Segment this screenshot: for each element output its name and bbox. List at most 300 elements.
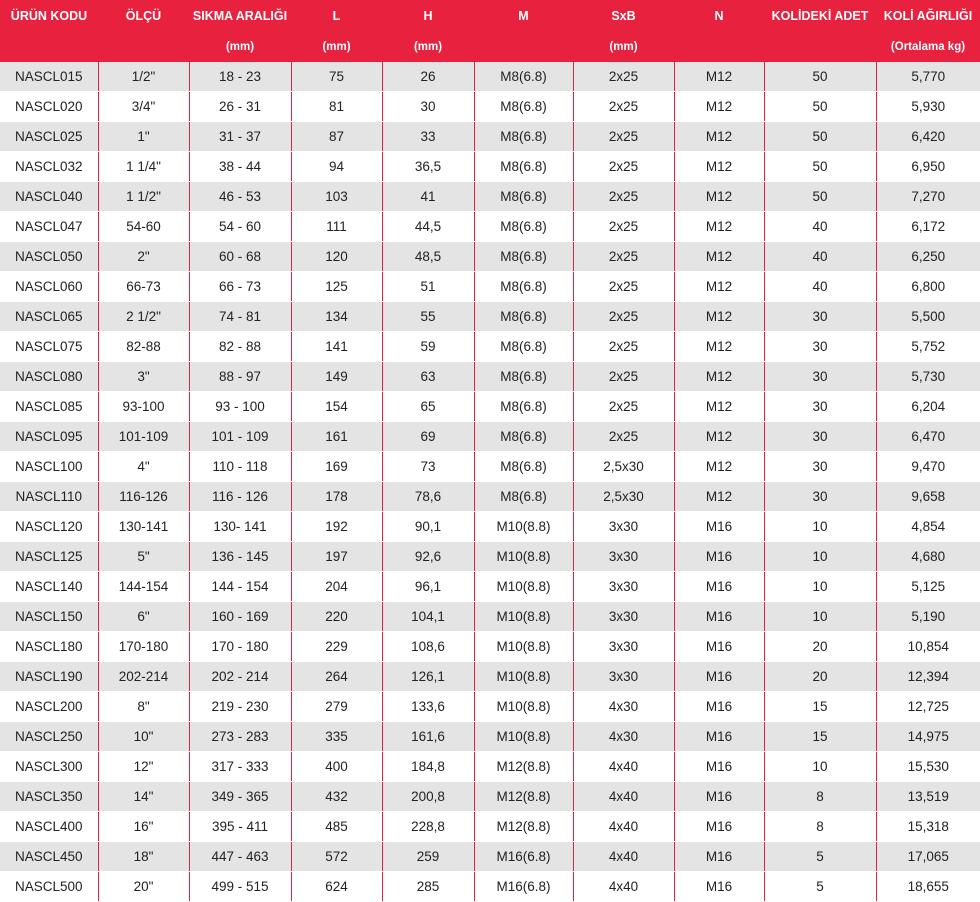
cell-product-code: NASCL150 bbox=[0, 602, 98, 632]
cell-clamping-range: 31 - 37 bbox=[189, 122, 291, 152]
cell-clamping-range: 46 - 53 bbox=[189, 182, 291, 212]
cell-l: 335 bbox=[291, 722, 382, 752]
unit-m bbox=[474, 32, 573, 62]
cell-product-code: NASCL080 bbox=[0, 362, 98, 392]
unit-sxb: (mm) bbox=[573, 32, 674, 62]
cell-box-quantity: 50 bbox=[764, 92, 876, 122]
cell-box-quantity: 20 bbox=[764, 632, 876, 662]
cell-l: 141 bbox=[291, 332, 382, 362]
cell-m: M10(8.8) bbox=[474, 572, 573, 602]
cell-sxb: 3x30 bbox=[573, 542, 674, 572]
header-sxb: SxB bbox=[573, 0, 674, 32]
table-row bbox=[0, 722, 980, 752]
cell-h: 30 bbox=[382, 92, 474, 122]
cell-h: 65 bbox=[382, 392, 474, 422]
cell-size: 1" bbox=[98, 122, 189, 152]
table-row bbox=[0, 512, 980, 542]
cell-n: M16 bbox=[674, 602, 764, 632]
table-row bbox=[0, 542, 980, 572]
cell-size: 18" bbox=[98, 842, 189, 872]
cell-m: M8(6.8) bbox=[474, 452, 573, 482]
cell-clamping-range: 395 - 411 bbox=[189, 812, 291, 842]
cell-box-quantity: 8 bbox=[764, 812, 876, 842]
cell-clamping-range: 160 - 169 bbox=[189, 602, 291, 632]
cell-size: 101-109 bbox=[98, 422, 189, 452]
cell-m: M10(8.8) bbox=[474, 602, 573, 632]
cell-box-quantity: 40 bbox=[764, 242, 876, 272]
cell-box-quantity: 30 bbox=[764, 422, 876, 452]
cell-m: M12(8.8) bbox=[474, 782, 573, 812]
cell-box-quantity: 5 bbox=[764, 842, 876, 872]
unit-h: (mm) bbox=[382, 32, 474, 62]
cell-n: M16 bbox=[674, 632, 764, 662]
cell-h: 73 bbox=[382, 452, 474, 482]
cell-product-code: NASCL110 bbox=[0, 482, 98, 512]
cell-size: 14" bbox=[98, 782, 189, 812]
cell-m: M8(6.8) bbox=[474, 242, 573, 272]
cell-l: 169 bbox=[291, 452, 382, 482]
cell-n: M16 bbox=[674, 572, 764, 602]
cell-n: M12 bbox=[674, 182, 764, 212]
cell-l: 103 bbox=[291, 182, 382, 212]
cell-clamping-range: 93 - 100 bbox=[189, 392, 291, 422]
cell-sxb: 4x40 bbox=[573, 752, 674, 782]
cell-h: 26 bbox=[382, 62, 474, 92]
cell-box-quantity: 30 bbox=[764, 392, 876, 422]
cell-sxb: 2x25 bbox=[573, 92, 674, 122]
cell-product-code: NASCL250 bbox=[0, 722, 98, 752]
cell-product-code: NASCL020 bbox=[0, 92, 98, 122]
cell-box-quantity: 30 bbox=[764, 302, 876, 332]
header-size: ÖLÇÜ bbox=[98, 0, 189, 32]
cell-h: 48,5 bbox=[382, 242, 474, 272]
cell-m: M12(8.8) bbox=[474, 812, 573, 842]
cell-box-quantity: 8 bbox=[764, 782, 876, 812]
cell-n: M12 bbox=[674, 92, 764, 122]
unit-box-quantity bbox=[764, 32, 876, 62]
cell-box-quantity: 30 bbox=[764, 362, 876, 392]
cell-sxb: 4x30 bbox=[573, 722, 674, 752]
cell-m: M8(6.8) bbox=[474, 422, 573, 452]
cell-h: 63 bbox=[382, 362, 474, 392]
cell-l: 624 bbox=[291, 872, 382, 902]
cell-h: 126,1 bbox=[382, 662, 474, 692]
cell-n: M16 bbox=[674, 842, 764, 872]
cell-clamping-range: 349 - 365 bbox=[189, 782, 291, 812]
table-row bbox=[0, 212, 980, 242]
table-row bbox=[0, 92, 980, 122]
cell-sxb: 3x30 bbox=[573, 632, 674, 662]
cell-m: M8(6.8) bbox=[474, 212, 573, 242]
cell-sxb: 4x40 bbox=[573, 782, 674, 812]
cell-sxb: 2x25 bbox=[573, 122, 674, 152]
cell-box-quantity: 5 bbox=[764, 872, 876, 902]
cell-clamping-range: 26 - 31 bbox=[189, 92, 291, 122]
cell-sxb: 4x40 bbox=[573, 842, 674, 872]
cell-box-quantity: 30 bbox=[764, 482, 876, 512]
cell-box-weight: 14,975 bbox=[876, 722, 980, 752]
cell-product-code: NASCL120 bbox=[0, 512, 98, 542]
cell-box-quantity: 15 bbox=[764, 722, 876, 752]
cell-size: 10" bbox=[98, 722, 189, 752]
table-row bbox=[0, 752, 980, 782]
cell-box-quantity: 50 bbox=[764, 152, 876, 182]
cell-n: M12 bbox=[674, 392, 764, 422]
unit-clamping-range: (mm) bbox=[189, 32, 291, 62]
cell-l: 134 bbox=[291, 302, 382, 332]
cell-size: 3" bbox=[98, 362, 189, 392]
cell-clamping-range: 110 - 118 bbox=[189, 452, 291, 482]
cell-size: 130-141 bbox=[98, 512, 189, 542]
cell-h: 51 bbox=[382, 272, 474, 302]
cell-box-weight: 15,530 bbox=[876, 752, 980, 782]
header-h: H bbox=[382, 0, 474, 32]
cell-sxb: 2,5x30 bbox=[573, 452, 674, 482]
cell-m: M8(6.8) bbox=[474, 182, 573, 212]
cell-clamping-range: 74 - 81 bbox=[189, 302, 291, 332]
cell-product-code: NASCL040 bbox=[0, 182, 98, 212]
cell-box-weight: 5,770 bbox=[876, 62, 980, 92]
cell-m: M8(6.8) bbox=[474, 122, 573, 152]
cell-product-code: NASCL025 bbox=[0, 122, 98, 152]
cell-size: 2" bbox=[98, 242, 189, 272]
cell-box-weight: 6,950 bbox=[876, 152, 980, 182]
cell-m: M8(6.8) bbox=[474, 332, 573, 362]
cell-n: M16 bbox=[674, 722, 764, 752]
cell-l: 75 bbox=[291, 62, 382, 92]
cell-product-code: NASCL350 bbox=[0, 782, 98, 812]
cell-m: M10(8.8) bbox=[474, 722, 573, 752]
cell-product-code: NASCL450 bbox=[0, 842, 98, 872]
cell-sxb: 2x25 bbox=[573, 362, 674, 392]
unit-product-code bbox=[0, 32, 98, 62]
cell-product-code: NASCL032 bbox=[0, 152, 98, 182]
cell-size: 144-154 bbox=[98, 572, 189, 602]
cell-n: M12 bbox=[674, 482, 764, 512]
cell-size: 2 1/2" bbox=[98, 302, 189, 332]
cell-size: 82-88 bbox=[98, 332, 189, 362]
cell-box-quantity: 50 bbox=[764, 62, 876, 92]
cell-l: 87 bbox=[291, 122, 382, 152]
cell-l: 192 bbox=[291, 512, 382, 542]
cell-box-quantity: 40 bbox=[764, 272, 876, 302]
cell-h: 69 bbox=[382, 422, 474, 452]
cell-n: M12 bbox=[674, 452, 764, 482]
cell-l: 94 bbox=[291, 152, 382, 182]
cell-l: 485 bbox=[291, 812, 382, 842]
cell-m: M8(6.8) bbox=[474, 482, 573, 512]
cell-sxb: 2x25 bbox=[573, 302, 674, 332]
cell-box-quantity: 10 bbox=[764, 602, 876, 632]
table-row bbox=[0, 602, 980, 632]
cell-n: M16 bbox=[674, 752, 764, 782]
cell-sxb: 2,5x30 bbox=[573, 482, 674, 512]
cell-size: 4" bbox=[98, 452, 189, 482]
cell-l: 161 bbox=[291, 422, 382, 452]
cell-size: 1/2" bbox=[98, 62, 189, 92]
cell-product-code: NASCL085 bbox=[0, 392, 98, 422]
cell-product-code: NASCL180 bbox=[0, 632, 98, 662]
cell-n: M12 bbox=[674, 272, 764, 302]
cell-box-weight: 5,730 bbox=[876, 362, 980, 392]
cell-size: 16" bbox=[98, 812, 189, 842]
cell-h: 90,1 bbox=[382, 512, 474, 542]
cell-l: 154 bbox=[291, 392, 382, 422]
header-n: N bbox=[674, 0, 764, 32]
table-row bbox=[0, 452, 980, 482]
cell-size: 1 1/4" bbox=[98, 152, 189, 182]
cell-product-code: NASCL125 bbox=[0, 542, 98, 572]
cell-size: 3/4" bbox=[98, 92, 189, 122]
cell-clamping-range: 136 - 145 bbox=[189, 542, 291, 572]
cell-n: M12 bbox=[674, 152, 764, 182]
header-box-weight: KOLİ AĞIRLIĞI bbox=[876, 0, 980, 32]
cell-clamping-range: 447 - 463 bbox=[189, 842, 291, 872]
cell-product-code: NASCL060 bbox=[0, 272, 98, 302]
cell-clamping-range: 82 - 88 bbox=[189, 332, 291, 362]
cell-l: 149 bbox=[291, 362, 382, 392]
table-row bbox=[0, 392, 980, 422]
cell-h: 133,6 bbox=[382, 692, 474, 722]
cell-clamping-range: 18 - 23 bbox=[189, 62, 291, 92]
cell-size: 54-60 bbox=[98, 212, 189, 242]
cell-n: M16 bbox=[674, 662, 764, 692]
cell-clamping-range: 130- 141 bbox=[189, 512, 291, 542]
cell-m: M8(6.8) bbox=[474, 302, 573, 332]
cell-m: M8(6.8) bbox=[474, 152, 573, 182]
cell-size: 202-214 bbox=[98, 662, 189, 692]
cell-box-quantity: 10 bbox=[764, 572, 876, 602]
cell-box-weight: 7,270 bbox=[876, 182, 980, 212]
cell-m: M8(6.8) bbox=[474, 92, 573, 122]
cell-h: 104,1 bbox=[382, 602, 474, 632]
cell-product-code: NASCL190 bbox=[0, 662, 98, 692]
cell-n: M16 bbox=[674, 872, 764, 902]
cell-box-weight: 5,930 bbox=[876, 92, 980, 122]
cell-l: 279 bbox=[291, 692, 382, 722]
cell-h: 108,6 bbox=[382, 632, 474, 662]
cell-l: 197 bbox=[291, 542, 382, 572]
cell-clamping-range: 101 - 109 bbox=[189, 422, 291, 452]
table-row bbox=[0, 62, 980, 92]
cell-box-weight: 13,519 bbox=[876, 782, 980, 812]
cell-box-quantity: 10 bbox=[764, 512, 876, 542]
table-row bbox=[0, 332, 980, 362]
cell-product-code: NASCL140 bbox=[0, 572, 98, 602]
cell-m: M10(8.8) bbox=[474, 632, 573, 662]
cell-box-weight: 6,470 bbox=[876, 422, 980, 452]
header-row-units bbox=[0, 32, 980, 62]
cell-l: 178 bbox=[291, 482, 382, 512]
cell-m: M8(6.8) bbox=[474, 62, 573, 92]
cell-h: 92,6 bbox=[382, 542, 474, 572]
cell-sxb: 4x30 bbox=[573, 692, 674, 722]
cell-clamping-range: 66 - 73 bbox=[189, 272, 291, 302]
cell-n: M16 bbox=[674, 692, 764, 722]
cell-n: M12 bbox=[674, 62, 764, 92]
cell-n: M12 bbox=[674, 332, 764, 362]
cell-n: M12 bbox=[674, 362, 764, 392]
cell-size: 1 1/2" bbox=[98, 182, 189, 212]
cell-h: 228,8 bbox=[382, 812, 474, 842]
cell-product-code: NASCL095 bbox=[0, 422, 98, 452]
cell-box-quantity: 40 bbox=[764, 212, 876, 242]
table-row bbox=[0, 872, 980, 902]
cell-box-weight: 6,204 bbox=[876, 392, 980, 422]
cell-h: 184,8 bbox=[382, 752, 474, 782]
header-product-code: ÜRÜN KODU bbox=[0, 0, 98, 32]
cell-m: M8(6.8) bbox=[474, 362, 573, 392]
cell-sxb: 2x25 bbox=[573, 422, 674, 452]
cell-sxb: 3x30 bbox=[573, 662, 674, 692]
header-box-quantity: KOLİDEKİ ADET bbox=[764, 0, 876, 32]
table-row bbox=[0, 182, 980, 212]
cell-h: 285 bbox=[382, 872, 474, 902]
cell-n: M12 bbox=[674, 242, 764, 272]
cell-product-code: NASCL050 bbox=[0, 242, 98, 272]
cell-box-weight: 6,800 bbox=[876, 272, 980, 302]
cell-product-code: NASCL047 bbox=[0, 212, 98, 242]
cell-box-weight: 4,854 bbox=[876, 512, 980, 542]
cell-l: 111 bbox=[291, 212, 382, 242]
cell-l: 400 bbox=[291, 752, 382, 782]
header-m: M bbox=[474, 0, 573, 32]
cell-sxb: 2x25 bbox=[573, 212, 674, 242]
cell-product-code: NASCL400 bbox=[0, 812, 98, 842]
cell-box-weight: 6,420 bbox=[876, 122, 980, 152]
cell-sxb: 2x25 bbox=[573, 152, 674, 182]
cell-product-code: NASCL100 bbox=[0, 452, 98, 482]
cell-clamping-range: 317 - 333 bbox=[189, 752, 291, 782]
unit-box-weight: (Ortalama kg) bbox=[876, 32, 980, 62]
cell-sxb: 4x40 bbox=[573, 872, 674, 902]
cell-h: 200,8 bbox=[382, 782, 474, 812]
unit-size bbox=[98, 32, 189, 62]
cell-sxb: 2x25 bbox=[573, 392, 674, 422]
cell-sxb: 4x40 bbox=[573, 812, 674, 842]
cell-box-weight: 18,655 bbox=[876, 872, 980, 902]
table-row bbox=[0, 662, 980, 692]
cell-product-code: NASCL065 bbox=[0, 302, 98, 332]
cell-clamping-range: 499 - 515 bbox=[189, 872, 291, 902]
cell-box-weight: 6,172 bbox=[876, 212, 980, 242]
cell-size: 20" bbox=[98, 872, 189, 902]
cell-sxb: 2x25 bbox=[573, 62, 674, 92]
cell-box-quantity: 10 bbox=[764, 752, 876, 782]
cell-clamping-range: 54 - 60 bbox=[189, 212, 291, 242]
cell-size: 6" bbox=[98, 602, 189, 632]
cell-n: M16 bbox=[674, 542, 764, 572]
cell-h: 41 bbox=[382, 182, 474, 212]
cell-sxb: 2x25 bbox=[573, 332, 674, 362]
cell-clamping-range: 60 - 68 bbox=[189, 242, 291, 272]
cell-clamping-range: 38 - 44 bbox=[189, 152, 291, 182]
cell-n: M12 bbox=[674, 302, 764, 332]
table-row bbox=[0, 842, 980, 872]
table-row bbox=[0, 272, 980, 302]
cell-l: 125 bbox=[291, 272, 382, 302]
cell-box-weight: 5,752 bbox=[876, 332, 980, 362]
header-clamping-range: SIKMA ARALIĞI bbox=[189, 0, 291, 32]
cell-n: M12 bbox=[674, 422, 764, 452]
header-row-titles bbox=[0, 0, 980, 32]
cell-l: 204 bbox=[291, 572, 382, 602]
cell-m: M12(8.8) bbox=[474, 752, 573, 782]
cell-h: 78,6 bbox=[382, 482, 474, 512]
table-row bbox=[0, 422, 980, 452]
cell-box-quantity: 30 bbox=[764, 452, 876, 482]
table-row bbox=[0, 122, 980, 152]
table-row bbox=[0, 362, 980, 392]
cell-product-code: NASCL200 bbox=[0, 692, 98, 722]
cell-box-weight: 15,318 bbox=[876, 812, 980, 842]
cell-m: M8(6.8) bbox=[474, 392, 573, 422]
cell-box-quantity: 50 bbox=[764, 122, 876, 152]
cell-clamping-range: 88 - 97 bbox=[189, 362, 291, 392]
cell-sxb: 3x30 bbox=[573, 602, 674, 632]
cell-size: 12" bbox=[98, 752, 189, 782]
cell-n: M16 bbox=[674, 812, 764, 842]
table-row bbox=[0, 692, 980, 722]
cell-size: 66-73 bbox=[98, 272, 189, 302]
cell-h: 259 bbox=[382, 842, 474, 872]
cell-box-weight: 4,680 bbox=[876, 542, 980, 572]
cell-m: M16(6.8) bbox=[474, 872, 573, 902]
cell-n: M12 bbox=[674, 212, 764, 242]
cell-m: M10(8.8) bbox=[474, 662, 573, 692]
table-header bbox=[0, 0, 980, 62]
table-row bbox=[0, 482, 980, 512]
cell-m: M10(8.8) bbox=[474, 542, 573, 572]
table-row bbox=[0, 632, 980, 662]
cell-l: 229 bbox=[291, 632, 382, 662]
cell-box-quantity: 10 bbox=[764, 542, 876, 572]
cell-box-weight: 12,394 bbox=[876, 662, 980, 692]
cell-h: 36,5 bbox=[382, 152, 474, 182]
table-row bbox=[0, 812, 980, 842]
cell-clamping-range: 219 - 230 bbox=[189, 692, 291, 722]
cell-box-weight: 5,125 bbox=[876, 572, 980, 602]
cell-m: M10(8.8) bbox=[474, 512, 573, 542]
cell-box-weight: 12,725 bbox=[876, 692, 980, 722]
cell-h: 161,6 bbox=[382, 722, 474, 752]
cell-box-weight: 10,854 bbox=[876, 632, 980, 662]
cell-box-weight: 17,065 bbox=[876, 842, 980, 872]
cell-sxb: 3x30 bbox=[573, 572, 674, 602]
cell-sxb: 2x25 bbox=[573, 182, 674, 212]
cell-box-quantity: 15 bbox=[764, 692, 876, 722]
cell-product-code: NASCL015 bbox=[0, 62, 98, 92]
cell-sxb: 2x25 bbox=[573, 242, 674, 272]
cell-n: M16 bbox=[674, 512, 764, 542]
cell-box-weight: 9,658 bbox=[876, 482, 980, 512]
cell-h: 55 bbox=[382, 302, 474, 332]
cell-size: 93-100 bbox=[98, 392, 189, 422]
table-row bbox=[0, 152, 980, 182]
cell-clamping-range: 144 - 154 bbox=[189, 572, 291, 602]
cell-box-quantity: 30 bbox=[764, 332, 876, 362]
cell-n: M12 bbox=[674, 122, 764, 152]
cell-box-weight: 5,500 bbox=[876, 302, 980, 332]
cell-l: 432 bbox=[291, 782, 382, 812]
cell-l: 120 bbox=[291, 242, 382, 272]
cell-m: M16(6.8) bbox=[474, 842, 573, 872]
cell-l: 572 bbox=[291, 842, 382, 872]
cell-size: 8" bbox=[98, 692, 189, 722]
cell-clamping-range: 202 - 214 bbox=[189, 662, 291, 692]
cell-n: M16 bbox=[674, 782, 764, 812]
cell-box-weight: 5,190 bbox=[876, 602, 980, 632]
